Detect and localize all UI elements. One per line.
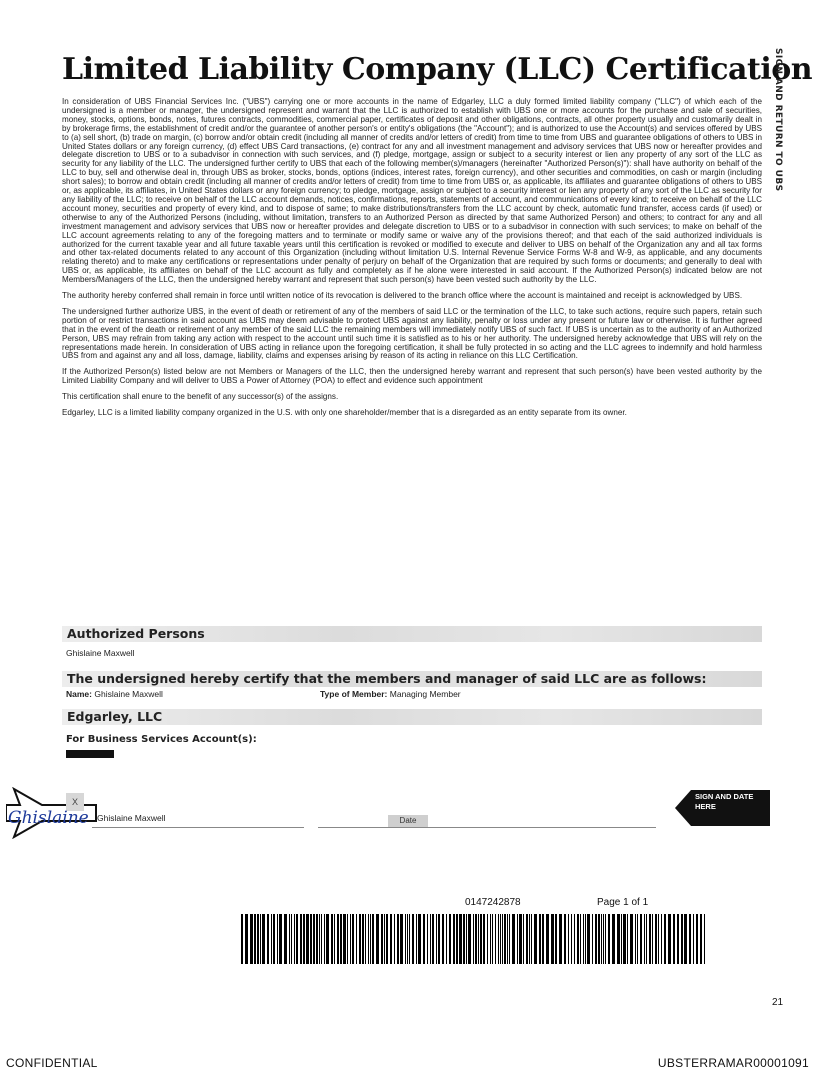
handwritten-signature: Ghislaine [8,808,89,828]
member-name-value: Ghislaine Maxwell [94,689,163,699]
authorized-persons-heading-bar [62,626,762,642]
member-type-row [320,689,461,699]
member-type-value: Managing Member [389,689,461,699]
side-label: SIGN AND RETURN TO UBS [773,48,783,192]
barcode-image [241,914,708,964]
paragraph-consideration: In consideration of UBS Financial Services Inc. ("UBS") carrying one or more accounts in the name of Edgarley, LLC a duly formed limited liability company ("LLC") of which each of the undersigned is a member or manager, the undersigned represent and warrant that the LLC is authorized to establish with UBS one or more accounts for the purchase and sale of securities, money, stocks, options, bonds, notes, futures contracts, commodities, commercial paper, certificates of deposit and other obligations, contracts, all other property usually and customarily dealt in by brokerage firms, the establishment of credit and/or the guarantee of another person's or entity's obligations (the "Account"); and is authorized to use the Account(s) and services offered by UBS to (a) sell short, (b) trade on margin, (c) borrow and/or obtain credit (including all manner of credits and/or letters of credit) from time to time from UBS and guarantee obligations of others to UBS in United States dollars or any foreign currency, (d) effect UBS Card transactions, (e) contract for any and all investment management and advisory services that UBS now or hereafter provides and delegate discretion to UBS or to a subadvisor in connection with such services, and (f) pledge, mortgage, assign or subject to a security interest or lien any property of any sort of the LLC as security for any liability of the LLC. The undersigned further certify to UBS that each of the following member(s)/managers (hereinafter "Authorized Person(s)"): shall have authority on behalf of the LLC to buy, sell and otherwise deal in, through UBS as broker, stocks, bonds, options (indices, interest rates, foreign currency), and other securities and commodities, on cash or margin (including short sales); to borrow and obtain credit (including all manner of credits and/or letters of credit) from time to time from UBS or, as applicable, its affiliates and guarantee obligations of others to UBS or, as applicable, its affiliates, in United States dollars or any foreign currency; to pledge, mortgage, assign or subject to a security interest or lien any property of any sort of the LLC as security for any liability of the LLC; to receive on behalf of the LLC account demands, notices, confirmations, reports, statements of account, and communications of every kind; to receive on behalf of the LLC account money, securities and property of every kind, and to dispose of same; to make distributions/transfers from the LLC account by check, automatic fund transfer, access cards (if used) or otherwise to any of the Authorized Persons (including, without limitation, transfers to an Authorized Person as directed by that same Authorized Person) and others; to contract for any and all investment management and advisory services that UBS now or hereafter provides and delegate discretion to UBS or to a subadvisor in connection with such services; to make on behalf of the LLC account agreements relating to any of the foregoing matters and to terminate or modify same or waive any of the provisions thereof; and that each of the said authorized individuals is authorized for the current taxable year and all future taxable years until this certification is revoked or modified to execute and deliver to UBS on behalf of the Organization any and all tax forms and other tax-related documents related to any account of this Organization (including without limitation U.S. Internal Revenue Service Forms W-8 and W-9, as applicable, and any documents relating thereto) and to make any certifications or representations under penalty of perjury on behalf of the Organization that are required by such forms or documents; and generally to deal with UBS or, as applicable, its affiliates on behalf of the LLC account as fully and completely as if he alone were interested in said account. If the Authorized Person(s) indicated below are not Members/Managers of the LLC, then the undersigned hereby warrant and represent that such person(s) have been vested such authority by the LLC. [62,97,762,285]
certify-heading-bar [62,671,762,687]
date-line [318,827,656,828]
paragraph-death-retirement: The undersigned further authorize UBS, in the event of death or retirement of any of the members of said LLC or the termination of the LLC, to take such actions, require such papers, retain such portion of or restrict transactions in said account as UBS may deem advisable to protect UBS against any liability, penalty or loss under any present or future law or otherwise. It is further agreed that in the event of the death or retirement of any member of the said LLC the remaining members will immediately notify UBS of such fact. If UBS is uncertain as to the authority of an Authorized Person, UBS may refrain from taking any action with respect to the account until such time it is satisfied as to his or her authority. The undersigned hereby acknowledge that UBS will rely on the representations made herein. In consideration of UBS acting in reliance upon the foregoing certification, it shall be fully protected in so acting and the LLC agrees to indemnify and hold harmless UBS from and against any and all loss, damage, liability, claims and expenses arising by reason of its acting in reliance on this LLC Certification. [62,306,762,361]
authorized-person-name: Ghislaine Maxwell [66,648,135,658]
document-number: 0147242878 [465,897,521,908]
member-name-row [66,689,163,699]
footer-bates-number: UBSTERRAMAR00001091 [657,1056,809,1070]
page-indicator: Page 1 of 1 [597,897,649,908]
signature-x-mark: X [66,793,84,811]
company-heading: Edgarley, LLC [67,709,163,724]
signature-line [92,827,304,828]
document-title: Limited Liability Company (LLC) Certification [62,52,813,87]
name-label: Name: [66,689,92,699]
document-body [62,98,762,425]
signer-printed-name: Ghislaine Maxwell [97,813,166,823]
footer-confidential: CONFIDENTIAL [6,1056,98,1070]
page-number: 21 [772,997,784,1008]
business-accounts-label: For Business Services Account(s): [66,734,257,745]
type-label: Type of Member: [320,689,388,699]
paragraph-disregarded-entity: Edgarley, LLC is a limited liability company organized in the U.S. with only one shareholder/member that is a disregarded as an entity separate from its owner. [62,408,627,418]
paragraph-successors: This certification shall enure to the benefit of any successor(s) of the assigns. [62,392,339,402]
date-field[interactable]: Date [388,815,428,827]
paragraph-authority: The authority hereby conferred shall remain in force until written notice of its revocation is delivered to the branch office where the account is maintained and receipt is acknowledged by UBS. [62,291,743,301]
company-heading-bar [62,709,762,725]
authorized-persons-heading: Authorized Persons [67,626,205,641]
certify-heading: The undersigned hereby certify that the members and manager of said LLC are as follows: [67,671,707,686]
sign-here-badge: SIGN AND DATE HERE [695,792,754,811]
paragraph-poa: If the Authorized Person(s) listed below are not Members or Managers of the LLC, then the undersigned hereby warrant and represent that such person(s) have been vested authority by the Limited Liability Company and will deliver to UBS a Power of Attorney (POA) to effect and evidence such appointment [62,367,762,386]
redaction-block [66,750,114,758]
